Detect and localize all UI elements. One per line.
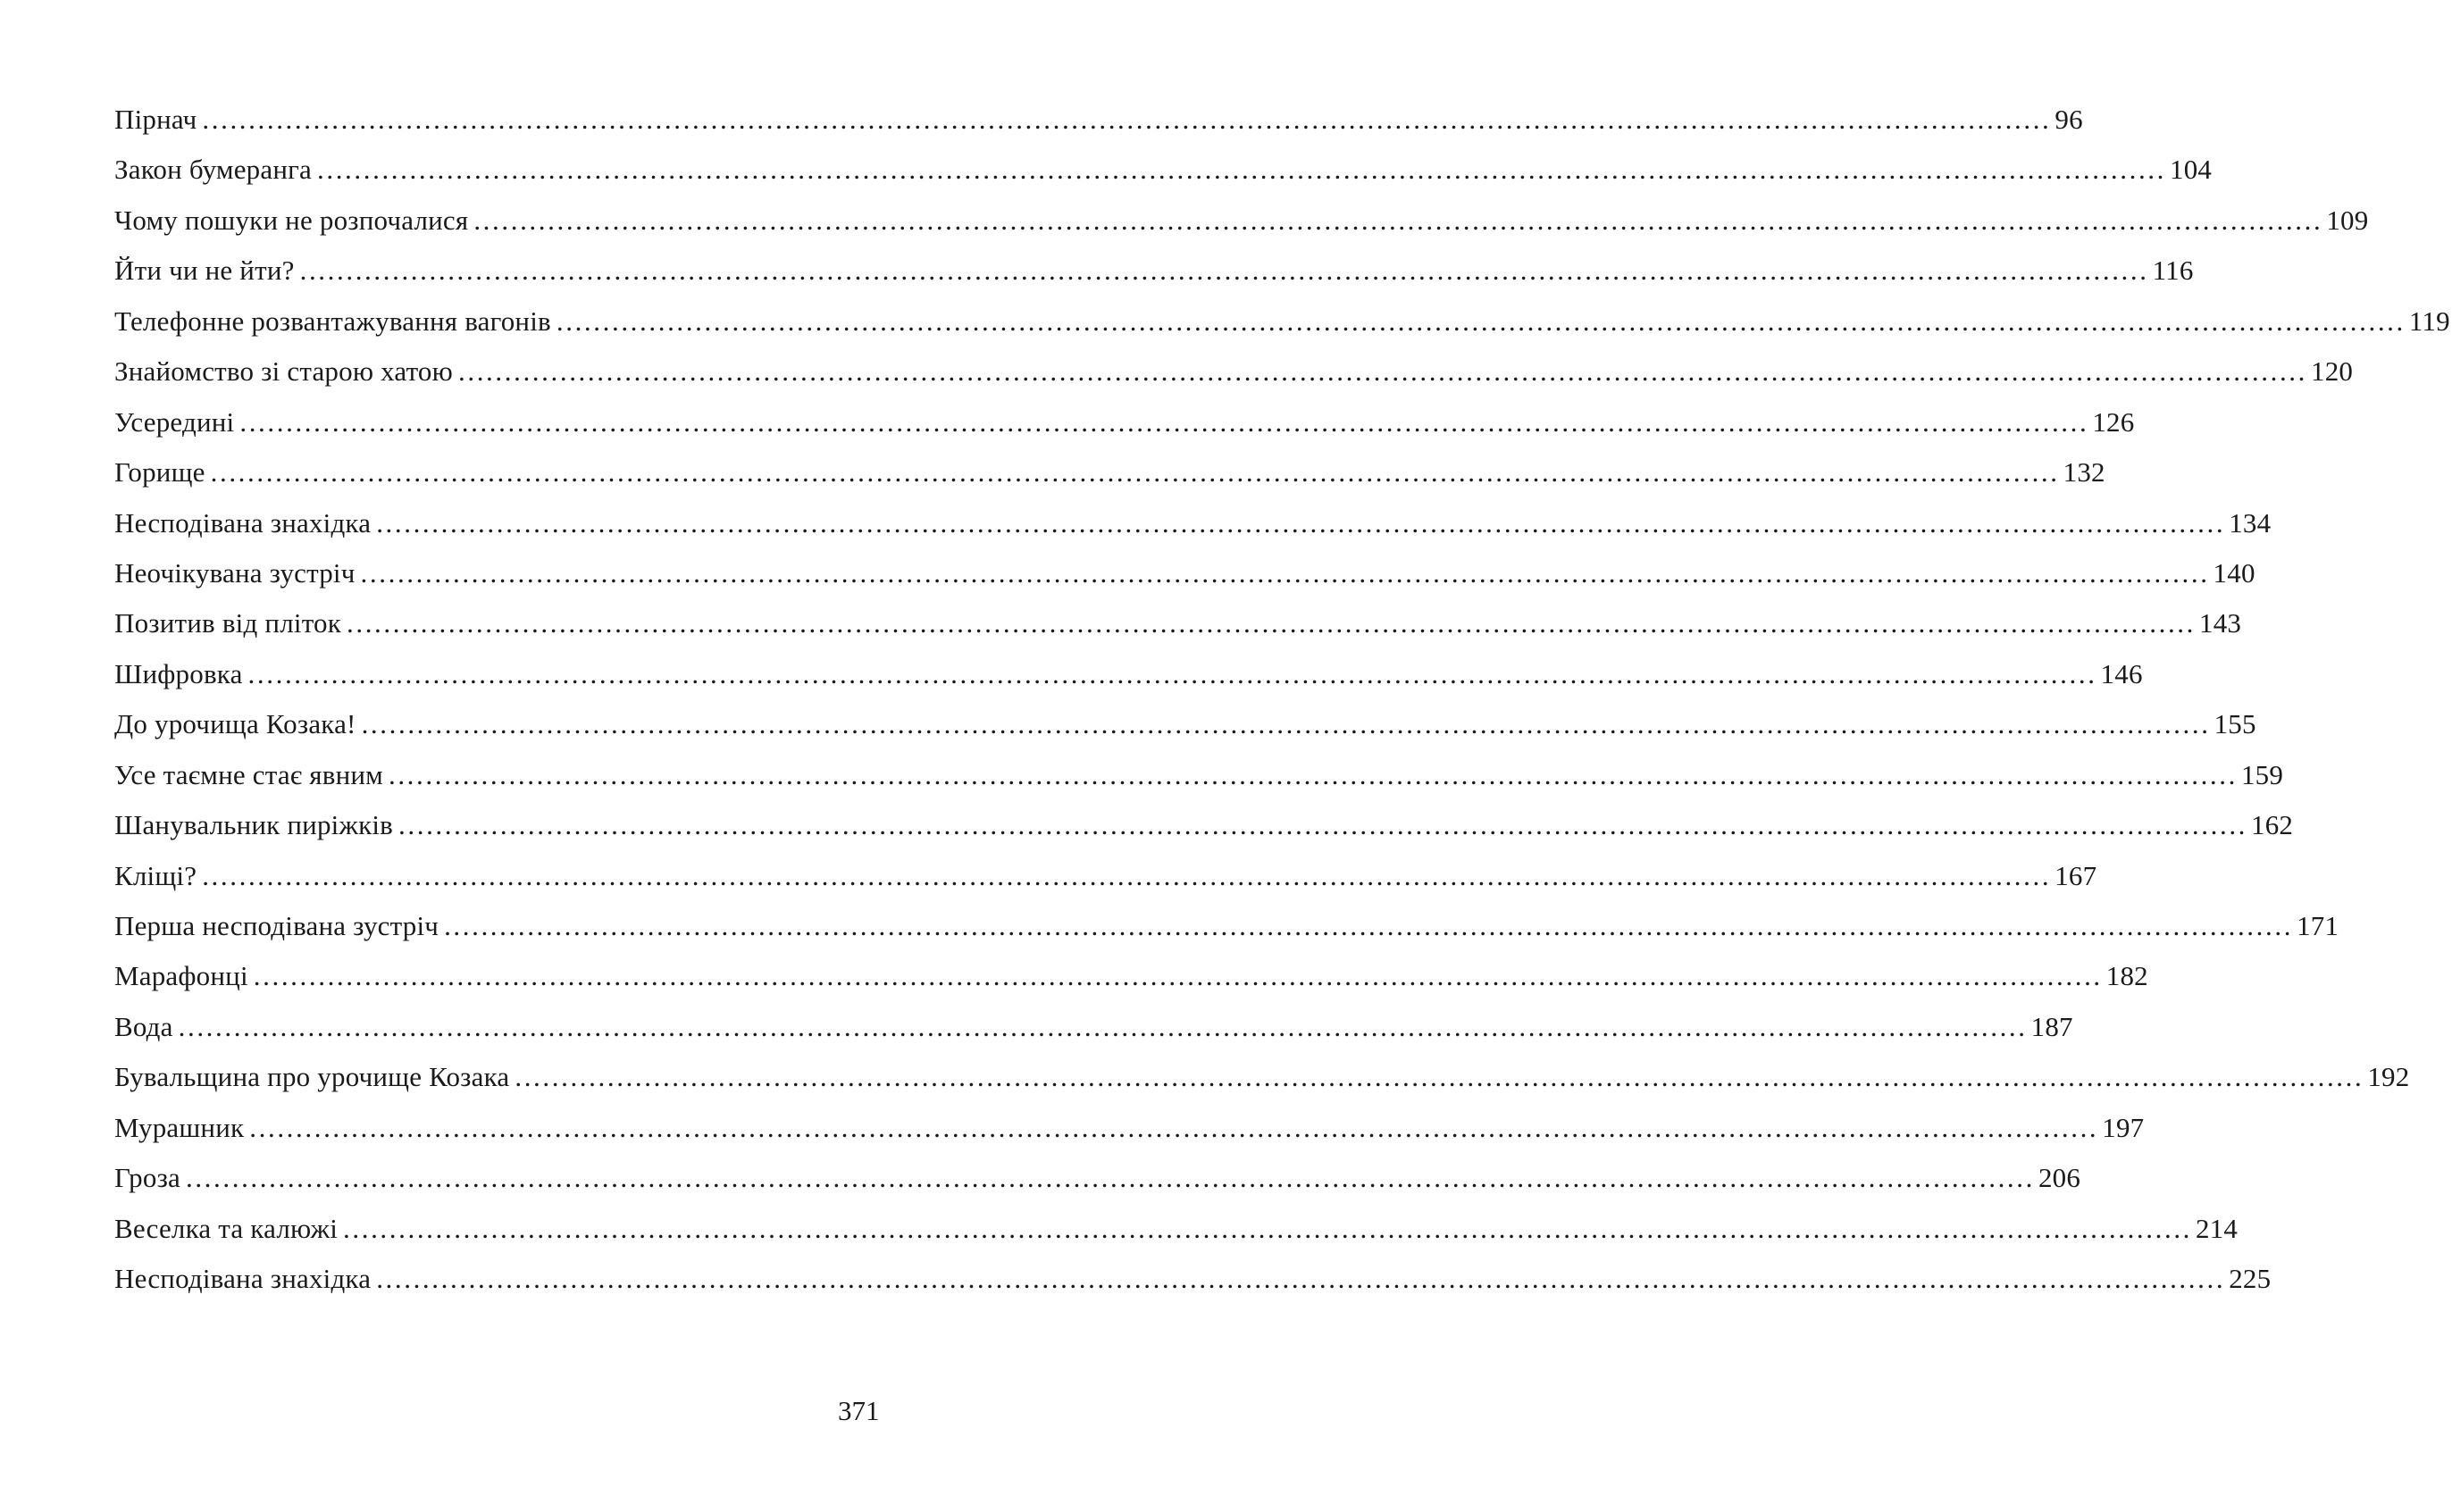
toc-entry-title: До урочища Козака! — [114, 708, 356, 740]
toc-entry-page: 225 — [2229, 1263, 2272, 1295]
dot-leader: ........................................................................................................................................................................................................ — [515, 1061, 2364, 1093]
toc-entry — [114, 800, 2294, 850]
toc-entry — [114, 196, 2369, 246]
dot-leader: ........................................................................................................................................................................................................ — [239, 405, 2089, 438]
toc-entry — [114, 498, 2272, 548]
page-number: 371 — [838, 1395, 880, 1426]
toc-entry-page: 104 — [2170, 154, 2213, 186]
toc-entry — [114, 145, 2213, 195]
toc-entry-page: 119 — [2408, 305, 2450, 337]
toc-entry — [114, 1002, 2073, 1052]
toc-entry-page: 126 — [2092, 405, 2135, 438]
toc-entry-title: Позитив від пліток — [114, 607, 341, 639]
dot-leader: ........................................................................................................................................................................................................ — [556, 305, 2406, 337]
toc-entry-title: Бувальщина про урочище Козака — [114, 1061, 510, 1093]
dot-leader: ........................................................................................................................................................................................................ — [347, 607, 2196, 639]
toc-entry-page: 206 — [2038, 1162, 2081, 1194]
toc-entry-page: 162 — [2251, 809, 2294, 841]
dot-leader: ........................................................................................................................................................................................................ — [473, 204, 2323, 236]
toc-entry — [114, 447, 2105, 497]
toc-entry-page: 182 — [2105, 960, 2148, 992]
toc-entry — [114, 347, 2354, 397]
toc-entry — [114, 297, 2450, 347]
toc-entry-page: 192 — [2367, 1061, 2410, 1093]
dot-leader: ........................................................................................................................................................................................................ — [247, 657, 2097, 689]
toc-entry-page: 96 — [2054, 104, 2083, 135]
toc-entry-title: Неочікувана зустріч — [114, 556, 356, 589]
toc-entry — [114, 95, 2083, 145]
toc-entry — [114, 750, 2284, 800]
dot-leader: ........................................................................................................................................................................................................ — [299, 255, 2149, 287]
toc-entry — [114, 851, 2097, 901]
dot-leader: ........................................................................................................................................................................................................ — [178, 1010, 2028, 1042]
toc-entry-page: 116 — [2152, 255, 2194, 287]
toc-entry — [114, 649, 2143, 699]
dot-leader: ........................................................................................................................................................................................................ — [317, 154, 2166, 186]
toc-entry-page: 132 — [2063, 456, 2105, 489]
toc-entry-title: Шифровка — [114, 657, 243, 689]
dot-leader: ........................................................................................................................................................................................................ — [376, 1263, 2226, 1295]
toc-entry-page: 197 — [2102, 1111, 2145, 1143]
toc-entry-title: Шанувальник пиріжків — [114, 809, 394, 841]
toc-entry-page: 143 — [2199, 607, 2242, 639]
toc-entry-title: Мурашник — [114, 1111, 245, 1143]
dot-leader: ........................................................................................................................................................................................................ — [343, 1212, 2193, 1244]
toc-entry — [114, 901, 2339, 951]
toc-entry-page: 171 — [2297, 910, 2339, 941]
toc-entry-title: Несподівана знахідка — [114, 1263, 372, 1295]
toc-entry-title: Несподівана знахідка — [114, 506, 372, 539]
toc-entry — [114, 1052, 2410, 1102]
toc-entry — [114, 1103, 2145, 1153]
dot-leader: ........................................................................................................................................................................................................ — [202, 104, 2052, 135]
table-of-contents — [114, 95, 2450, 1305]
toc-entry-title: Марафонці — [114, 960, 248, 992]
toc-entry-title: Усередині — [114, 405, 235, 438]
toc-entry-title: Йти чи не йти? — [114, 255, 295, 287]
toc-entry-title: Перша несподівана зустріч — [114, 910, 439, 941]
toc-entry — [114, 1153, 2081, 1203]
toc-entry-title: Гроза — [114, 1162, 180, 1194]
dot-leader: ........................................................................................................................................................................................................ — [444, 910, 2294, 941]
toc-entry-page: 187 — [2030, 1010, 2073, 1042]
toc-entry — [114, 397, 2135, 447]
dot-leader: ........................................................................................................................................................................................................ — [458, 355, 2307, 388]
toc-entry-title: Кліщі? — [114, 859, 197, 891]
dot-leader: ........................................................................................................................................................................................................ — [398, 809, 2248, 841]
toc-entry — [114, 1254, 2272, 1304]
toc-entry-title: Телефонне розвантажування вагонів — [114, 305, 551, 337]
toc-entry-title: Закон бумеранга — [114, 154, 312, 186]
toc-entry — [114, 951, 2148, 1001]
dot-leader: ........................................................................................................................................................................................................ — [361, 708, 2211, 740]
toc-entry — [114, 246, 2194, 296]
toc-entry-page: 155 — [2213, 708, 2256, 740]
dot-leader: ........................................................................................................................................................................................................ — [249, 1111, 2099, 1143]
toc-entry-page: 140 — [2213, 556, 2255, 589]
toc-entry-title: Веселка та калюжі — [114, 1212, 339, 1244]
dot-leader: ........................................................................................................................................................................................................ — [202, 859, 2052, 891]
toc-entry — [114, 548, 2255, 598]
toc-entry-title: Знайомство зі старою хатою — [114, 355, 453, 388]
dot-leader: ........................................................................................................................................................................................................ — [253, 960, 2103, 992]
dot-leader: ........................................................................................................................................................................................................ — [388, 758, 2238, 790]
toc-entry-page: 214 — [2196, 1212, 2239, 1244]
toc-entry-title: Чому пошуки не розпочалися — [114, 204, 469, 236]
dot-leader: ........................................................................................................................................................................................................ — [360, 556, 2210, 589]
toc-entry — [114, 1204, 2239, 1254]
toc-entry-title: Вода — [114, 1010, 173, 1042]
toc-entry — [114, 598, 2242, 648]
dot-leader: ........................................................................................................................................................................................................ — [210, 456, 2060, 489]
toc-entry-title: Горище — [114, 456, 205, 489]
dot-leader: ........................................................................................................................................................................................................ — [376, 506, 2226, 539]
toc-entry-page: 146 — [2100, 657, 2143, 689]
toc-entry — [114, 699, 2256, 749]
toc-entry-page: 120 — [2311, 355, 2354, 388]
toc-entry-page: 134 — [2229, 506, 2272, 539]
toc-entry-page: 167 — [2054, 859, 2097, 891]
toc-entry-title: Пірнач — [114, 104, 197, 135]
dot-leader: ........................................................................................................................................................................................................ — [185, 1162, 2035, 1194]
toc-entry-page: 159 — [2240, 758, 2284, 790]
toc-entry-title: Усе таємне стає явним — [114, 758, 383, 790]
toc-entry-page: 109 — [2326, 204, 2369, 236]
